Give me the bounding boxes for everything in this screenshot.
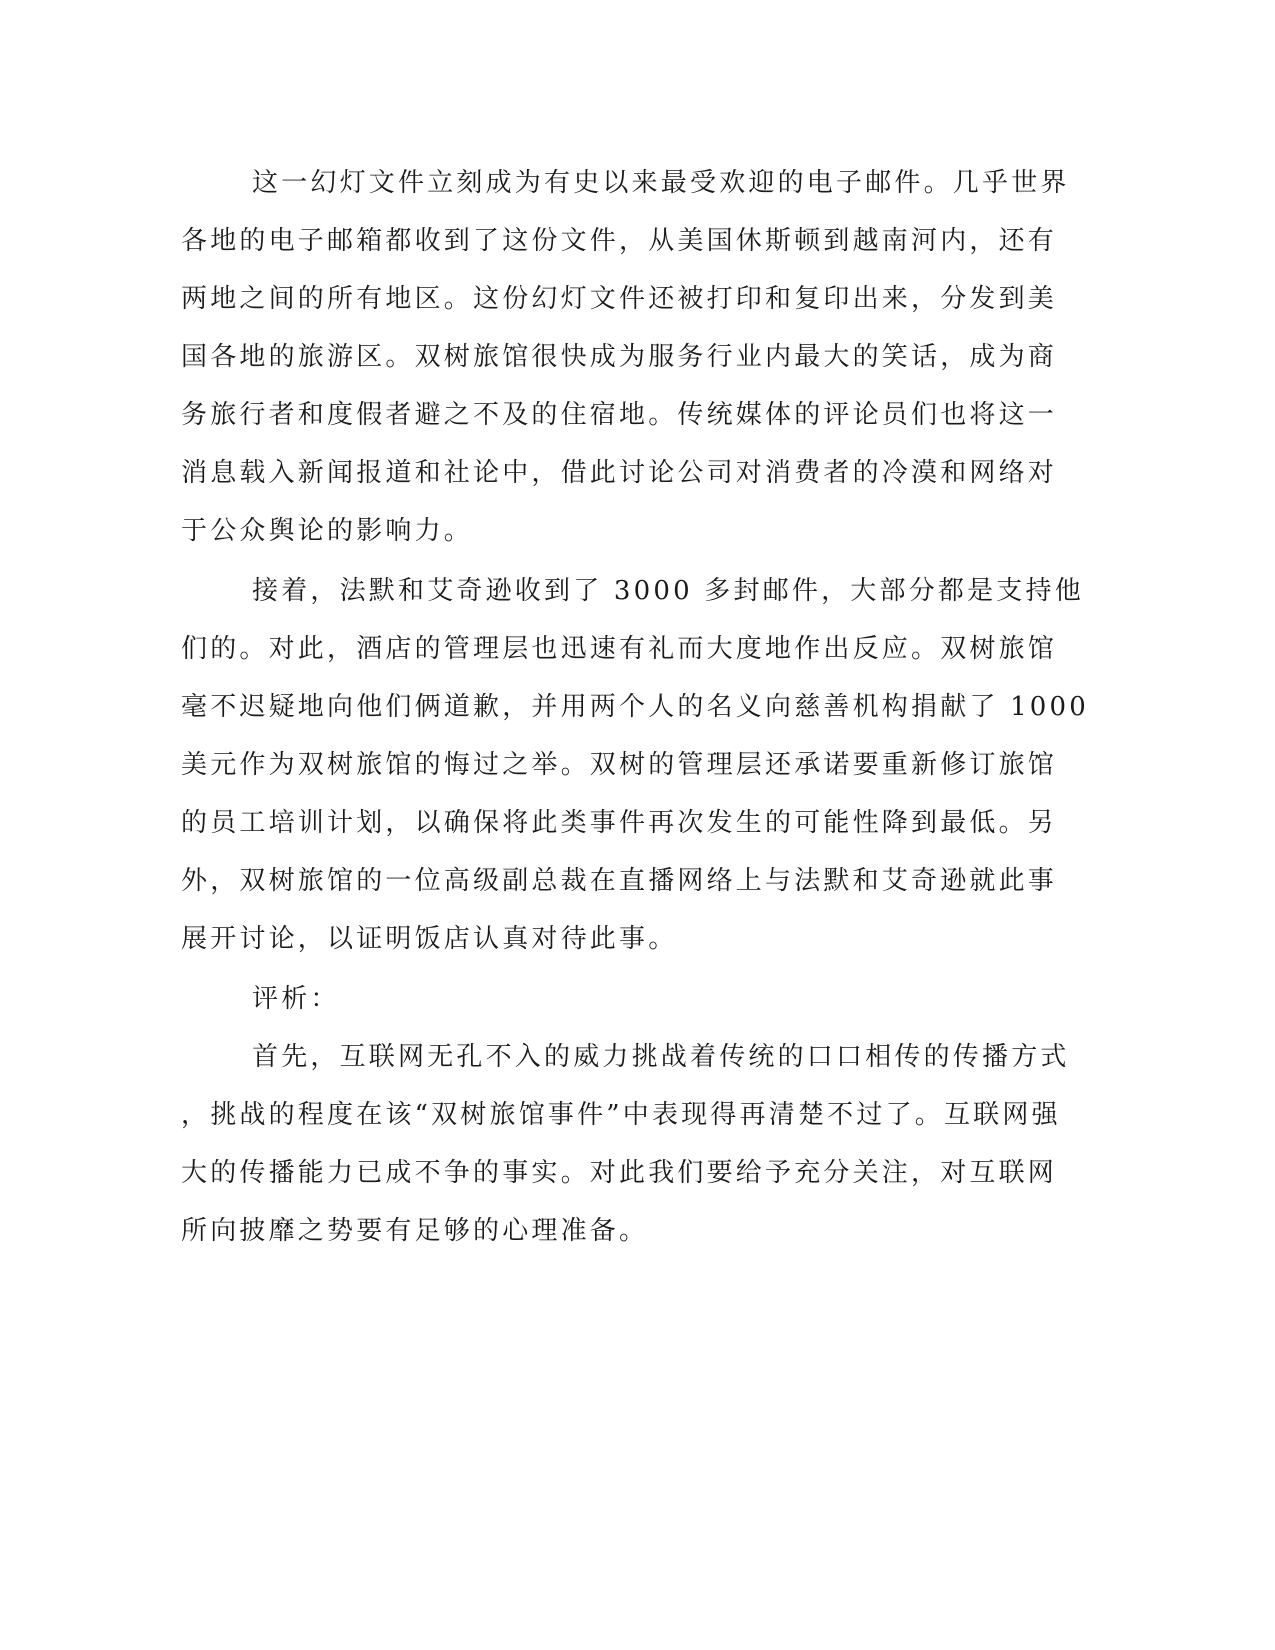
text-line: 美元作为双树旅馆的悔过之举。双树的管理层还承诺要重新修订旅馆 [181, 750, 1058, 780]
text-line: 首先，互联网无孔不入的威力挑战着传统的口口相传的传播方式 [252, 1042, 1070, 1072]
text-line: 消息载入新闻报道和社论中，借此讨论公司对消费者的冷漠和网络对 [181, 458, 1058, 488]
section-heading: 评析： [252, 984, 340, 1014]
text-line: 国各地的旅游区。双树旅馆很快成为服务行业内最大的笑话，成为商 [181, 342, 1058, 372]
text-line: 们的。对此，酒店的管理层也迅速有礼而大度地作出反应。双树旅馆 [181, 634, 1058, 664]
text-line: 接着，法默和艾奇逊收到了 3000 多封邮件，大部分都是支持他 [252, 576, 1084, 606]
text-line: 外，双树旅馆的一位高级副总裁在直播网络上与法默和艾奇逊就此事 [181, 866, 1058, 896]
text-line: 两地之间的所有地区。这份幻灯文件还被打印和复印出来，分发到美 [181, 284, 1058, 314]
text-line: 所向披靡之势要有足够的心理准备。 [181, 1216, 649, 1246]
text-line: 各地的电子邮箱都收到了这份文件，从美国休斯顿到越南河内，还有 [181, 226, 1058, 256]
text-line: 毫不迟疑地向他们俩道歉，并用两个人的名义向慈善机构捐献了 1000 [181, 692, 1090, 722]
text-line: 务旅行者和度假者避之不及的住宿地。传统媒体的评论员们也将这一 [181, 400, 1058, 430]
text-line: 的员工培训计划，以确保将此类事件再次发生的可能性降到最低。另 [181, 808, 1058, 838]
text-line: 展开讨论，以证明饭店认真对待此事。 [181, 924, 678, 954]
text-line: 这一幻灯文件立刻成为有史以来最受欢迎的电子邮件。几乎世界 [252, 168, 1070, 198]
text-line: 于公众舆论的影响力。 [181, 516, 474, 546]
text-line: 大的传播能力已成不争的事实。对此我们要给予充分关注，对互联网 [181, 1158, 1058, 1188]
text-line: ，挑战的程度在该“双树旅馆事件”中表现得再清楚不过了。互联网强 [181, 1100, 1061, 1130]
